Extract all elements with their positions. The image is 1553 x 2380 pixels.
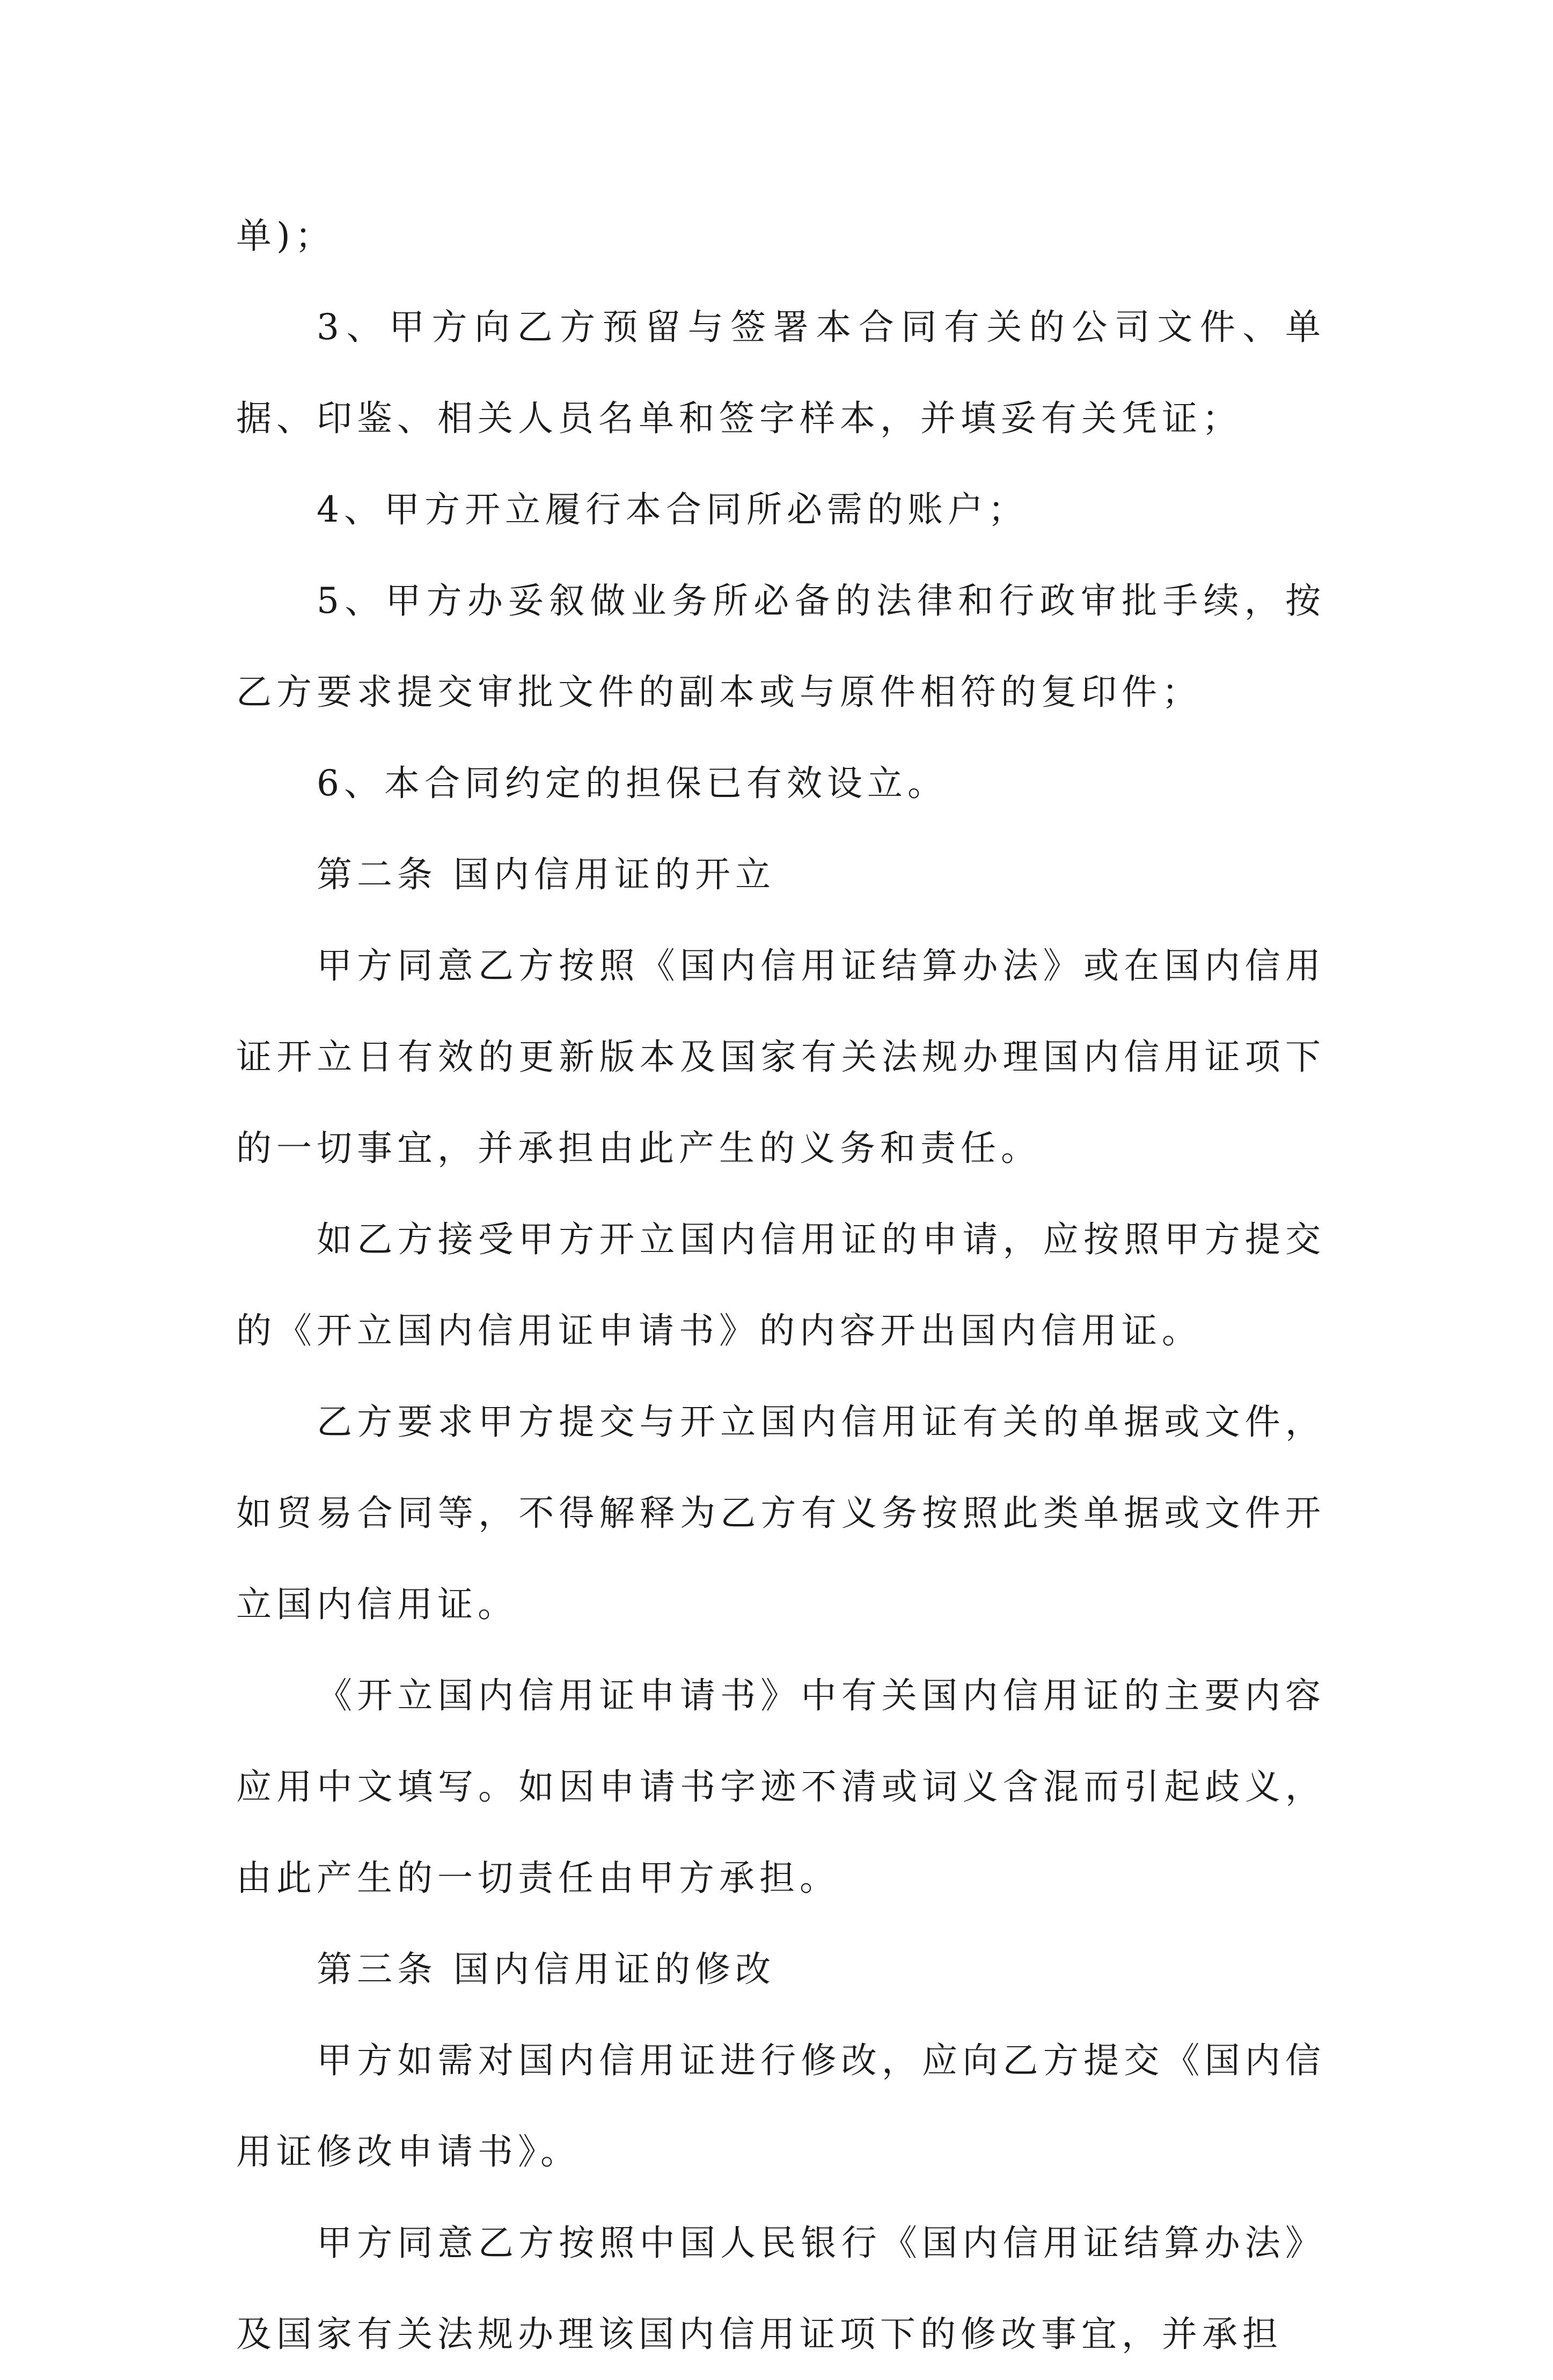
- paragraph-item-6: 6、本合同约定的担保已有效设立。: [317, 763, 948, 804]
- paragraph-item-3: 3、甲方向乙方预留与签署本合同有关的公司文件、单据、印鉴、相关人员名单和签字样本，并填妥有关凭证；: [236, 306, 1325, 439]
- paragraph-item-5: 5、甲方办妥叙做业务所必备的法律和行政审批手续，按乙方要求提交审批文件的副本或与原件相符的复印件；: [236, 580, 1325, 713]
- paragraph-article-2-a: 甲方同意乙方按照《国内信用证结算办法》或在国内信用证开立日有效的更新版本及国家有关法规办理国内信用证项下的一切事宜，并承担由此产生的义务和责任。: [236, 945, 1325, 1169]
- document-body: [236, 191, 1325, 2380]
- paragraph-article-3-a: 甲方如需对国内信用证进行修改，应向乙方提交《国内信用证修改申请书》。: [236, 2040, 1325, 2172]
- paragraph-continuation: 单)；: [236, 215, 335, 257]
- section-heading-article-3: 第三条 国内信用证的修改: [317, 1949, 775, 1990]
- paragraph-article-2-b: 如乙方接受甲方开立国内信用证的申请，应按照甲方提交的《开立国内信用证申请书》的内容开出国内信用证。: [236, 1219, 1325, 1351]
- section-heading-article-2: 第二条 国内信用证的开立: [317, 854, 775, 895]
- paragraph-article-2-c: 乙方要求甲方提交与开立国内信用证有关的单据或文件，如贸易合同等，不得解释为乙方有义务按照此类单据或文件开立国内信用证。: [236, 1401, 1325, 1625]
- paragraph-article-2-d: 《开立国内信用证申请书》中有关国内信用证的主要内容应用中文填写。如因申请书字迹不清或词义含混而引起歧义，由此产生的一切责任由甲方承担。: [236, 1675, 1325, 1899]
- paragraph-item-4: 4、甲方开立履行本合同所必需的账户；: [317, 489, 1028, 530]
- paragraph-article-3-b: 甲方同意乙方按照中国人民银行《国内信用证结算办法》及国家有关法规办理该国内信用证项下的修改事宜，并承担: [236, 2222, 1325, 2355]
